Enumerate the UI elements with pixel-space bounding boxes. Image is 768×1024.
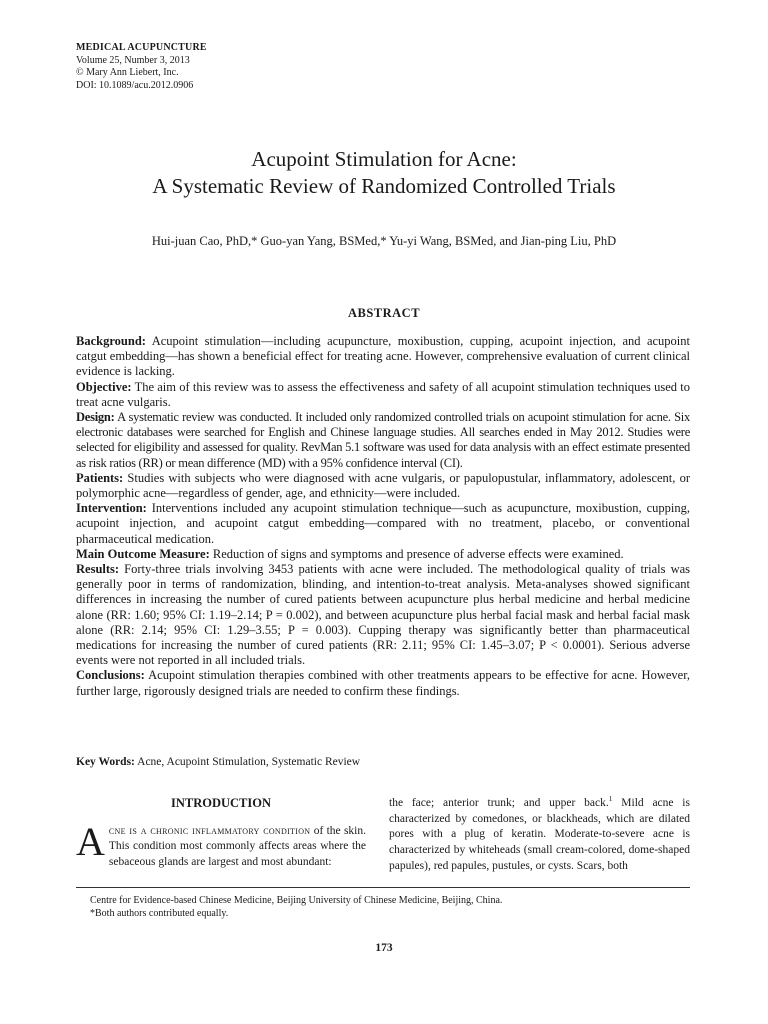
intervention-label: Intervention:: [76, 501, 147, 516]
abstract-body: [76, 334, 690, 699]
keywords-line: [76, 756, 360, 768]
abstract-heading: ABSTRACT: [347, 306, 421, 320]
title-line-1: Acupoint Stimulation for Acne:: [251, 147, 517, 171]
intervention-text: Interventions included any acupoint stimulation technique—such as acupuncture, moxibustion, cupping, acupoint injection, and acupoint catgut embedding—compared with no treatment, placebo, or conventional pharmaceutical medication.: [76, 501, 691, 546]
author-list: Hui-juan Cao, PhD,* Guo-yan Yang, BSMed,* Yu-yi Wang, BSMed, and Jian-ping Liu, PhD: [151, 234, 617, 248]
results-label: Results:: [76, 562, 120, 577]
equal-contribution-footnote: *Both authors contributed equally.: [90, 908, 229, 919]
doi-line: DOI: 10.1089/acu.2012.0906: [76, 79, 194, 91]
patients-text: Studies with subjects who were diagnosed with acne vulgaris, or papulopustular, inflammatory, adolescent, or polymorphic acne—regardless of gender, age, and ethnicity—were included.: [76, 470, 690, 501]
article-title: [0, 146, 768, 200]
title-line-2: A Systematic Review of Randomized Controlled Trials: [152, 174, 616, 198]
copyright-line: © Mary Ann Liebert, Inc.: [76, 67, 179, 78]
affiliation-footnote: Centre for Evidence-based Chinese Medicine, Beijing University of Chinese Medicine, Beijing, China.: [90, 895, 503, 906]
left-column: [76, 796, 366, 871]
results-text: Forty-three trials involving 3453 patients with acne were included. The methodological quality of trials was generally poor in terms of randomization, blinding, and intention-to-treat analysis. Meta-analyses showed significant differences in increasing the number of cured patients between acupuncture plus herbal medicine and herbal medicine alone (RR: 1.60; 95% CI: 1.19–2.14; P = 0.002), and between acupuncture plus herbal facial mask and herbal facial mask alone (RR: 2.14; 95% CI: 1.29–3.55; P = 0.003). Cupping therapy was significantly better than pharmaceutical medications for increasing the number of cured patients (RR: 2.11; 95% CI: 1.45–3.07; P < 0.0001). Serious adverse events were not reported in all included trials.: [76, 562, 691, 668]
intro-left-text: of the skin. This condition most commonly affects areas where the sebaceous glands are largest and most abundant:: [108, 824, 366, 869]
journal-name: MEDICAL ACUPUNCTURE: [76, 42, 207, 53]
outcome-text: Reduction of signs and symptoms and presence of adverse effects were examined.: [212, 546, 624, 561]
abstract-results: [76, 562, 690, 668]
introduction-text-left: [76, 818, 366, 871]
page-number: 173: [375, 942, 393, 954]
intro-right-text-1: the face; anterior trunk; and upper back.: [389, 797, 609, 809]
introduction-heading: INTRODUCTION: [170, 796, 271, 810]
journal-header: [76, 42, 207, 92]
keywords-text: Acne, Acupoint Stimulation, Systematic Review: [137, 756, 361, 768]
journal-volume: Volume 25, Number 3, 2013: [76, 54, 190, 66]
conclusions-label: Conclusions:: [76, 668, 145, 683]
outcome-label: Main Outcome Measure:: [76, 546, 210, 561]
objective-label: Objective:: [76, 379, 132, 394]
background-label: Background:: [76, 334, 146, 348]
footnote-divider: [76, 887, 690, 888]
keywords-label: Key Words:: [76, 756, 135, 768]
abstract-conclusions: [76, 668, 690, 698]
abstract-outcome: [76, 547, 690, 562]
intro-right-text-2: Mild acne is characterized by comedones, or blackheads, which are dilated pores with a plug of keratin. Moderate-to-severe acne is characterized by whiteheads (small cream-colored, dome-shaped papules), red papules, pustules, or cysts. Scars, both: [389, 797, 690, 872]
design-label: Design:: [76, 410, 115, 425]
background-text: Acupoint stimulation—including acupuncture, moxibustion, cupping, acupoint injection, and acupoint catgut embedding—has shown a beneficial effect for treating acne. However, comprehensive evaluation of current clinical evidence is lacking.: [76, 334, 690, 379]
patients-label: Patients:: [76, 470, 124, 485]
objective-text: The aim of this review was to assess the effectiveness and safety of all acupoint stimulation techniques used to treat acne vulgaris.: [76, 379, 690, 409]
abstract-patients: [76, 471, 690, 501]
abstract-intervention: [76, 501, 690, 547]
conclusions-text: Acupoint stimulation therapies combined with other treatments appears to be effective for acne. However, further large, rigorously designed trials are needed to confirm these findings.: [76, 668, 690, 698]
design-text: A systematic review was conducted. It included only randomized controlled trials on acupoint stimulation for acne. Six electronic databases were searched for English and Chinese language studies. All searches ended in May 2012. Studies were selected for eligibility and assessed for quality. RevMan 5.1 software was used for data analysis with an effect estimate presented as risk ratios (RR) or mean difference (MD) with a 95% confidence interval (CI).: [76, 410, 690, 470]
drop-cap: A: [76, 818, 105, 864]
reference-1[interactable]: 1: [608, 794, 613, 804]
smallcaps-lead: cne is a chronic inflammatory condition: [108, 824, 311, 837]
abstract-objective: [76, 380, 690, 410]
footnotes: [90, 894, 502, 920]
right-column: [389, 796, 690, 875]
abstract-design: [76, 410, 690, 471]
abstract-background: [76, 334, 690, 380]
